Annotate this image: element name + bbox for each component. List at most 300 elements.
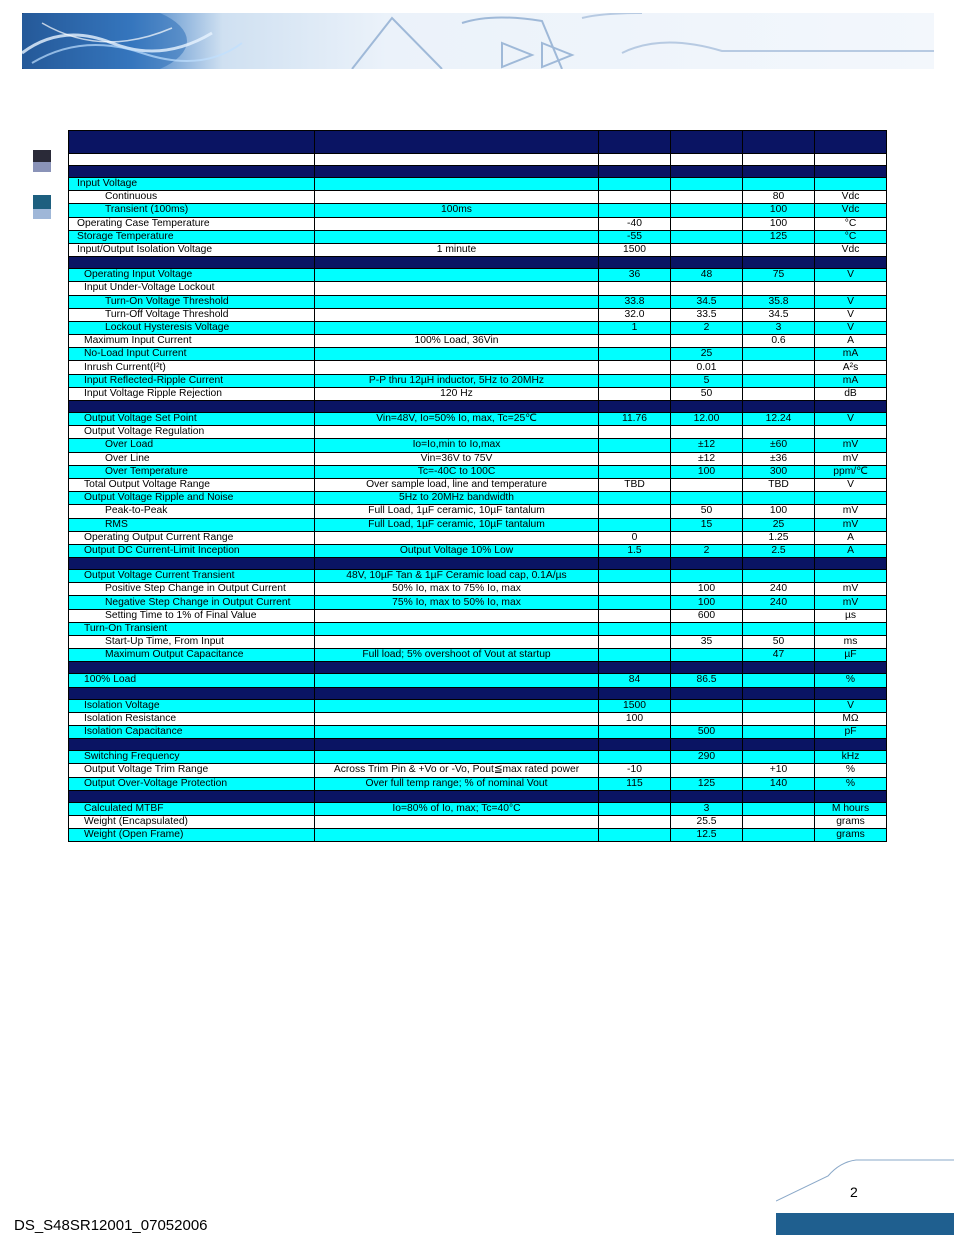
cell-min: 1500 — [599, 243, 671, 256]
cell-param: Output Voltage Regulation — [69, 426, 315, 439]
header-cell — [599, 687, 671, 699]
cell-units: kHz — [815, 751, 887, 764]
cell-typ — [671, 764, 743, 777]
header-cell — [671, 790, 743, 802]
cell-min — [599, 387, 671, 400]
table-row — [69, 815, 887, 828]
cell-min — [599, 518, 671, 531]
cell-notes — [315, 712, 599, 725]
cell-param: Maximum Input Current — [69, 335, 315, 348]
cell-notes: Output Voltage 10% Low — [315, 544, 599, 557]
cell-units: mV — [815, 596, 887, 609]
cell-typ: 3 — [671, 802, 743, 815]
specifications-table — [68, 130, 887, 842]
header-cell — [815, 401, 887, 413]
section-header-row — [69, 558, 887, 570]
cell-typ — [671, 492, 743, 505]
table-row — [69, 777, 887, 790]
section-header-row — [69, 739, 887, 751]
cell-param: Output Voltage Current Transient — [69, 570, 315, 583]
cell-max — [743, 609, 815, 622]
cell-typ: 33.5 — [671, 308, 743, 321]
cell-min — [599, 426, 671, 439]
table-row — [69, 243, 887, 256]
table-row — [69, 764, 887, 777]
cell-typ: 5 — [671, 374, 743, 387]
cell-notes — [315, 361, 599, 374]
cell-typ: 86.5 — [671, 674, 743, 687]
cell-typ — [671, 335, 743, 348]
cell-notes — [315, 699, 599, 712]
cell-units: Vdc — [815, 243, 887, 256]
header-cell — [599, 257, 671, 269]
cell-min — [599, 636, 671, 649]
cell-min — [599, 465, 671, 478]
header-cell — [815, 790, 887, 802]
header-cell — [599, 739, 671, 751]
footer-decoration — [776, 1158, 954, 1235]
cell-param: Weight (Encapsulated) — [69, 815, 315, 828]
cell-param: Negative Step Change in Output Current — [69, 596, 315, 609]
header-cell — [743, 401, 815, 413]
cell-units: pF — [815, 725, 887, 738]
table-row — [69, 622, 887, 635]
header-cell — [315, 131, 599, 154]
table-row — [69, 452, 887, 465]
table-row — [69, 348, 887, 361]
header-banner — [22, 13, 934, 69]
cell-typ — [671, 178, 743, 191]
cell-min: TBD — [599, 478, 671, 491]
cell-max: 140 — [743, 777, 815, 790]
section-header-row — [69, 166, 887, 178]
cell-max: 47 — [743, 649, 815, 662]
cell-notes — [315, 636, 599, 649]
table-row — [69, 269, 887, 282]
table-row — [69, 439, 887, 452]
cell-max — [743, 348, 815, 361]
cell-typ: 25 — [671, 348, 743, 361]
cell-notes: Full load; 5% overshoot of Vout at startup — [315, 649, 599, 662]
cell-param: Setting Time to 1% of Final Value — [69, 609, 315, 622]
cell-units: dB — [815, 387, 887, 400]
cell-param: Turn-Off Voltage Threshold — [69, 308, 315, 321]
cell-notes — [315, 295, 599, 308]
table-row — [69, 712, 887, 725]
cell-notes: 48V, 10µF Tan & 1µF Ceramic load cap, 0.1A/µs — [315, 570, 599, 583]
cell-notes — [315, 751, 599, 764]
cell-param: Over Temperature — [69, 465, 315, 478]
table-row — [69, 321, 887, 334]
cell-max — [743, 492, 815, 505]
cell-units: V — [815, 699, 887, 712]
header-cell — [743, 131, 815, 154]
cell-param: Lockout Hysteresis Voltage — [69, 321, 315, 334]
section-header-row — [69, 401, 887, 413]
cell-units: % — [815, 674, 887, 687]
table-row — [69, 829, 887, 842]
cell-notes: Vin=48V, Io=50% Io, max, Tc=25℃ — [315, 413, 599, 426]
cell-param: Peak-to-Peak — [69, 505, 315, 518]
cell-min: 1500 — [599, 699, 671, 712]
cell-typ: 50 — [671, 505, 743, 518]
cell-units: % — [815, 764, 887, 777]
cell-units: M hours — [815, 802, 887, 815]
cell-typ: 290 — [671, 751, 743, 764]
header-cell — [315, 257, 599, 269]
section-header-row — [69, 257, 887, 269]
cell-notes — [315, 815, 599, 828]
header-cell — [599, 131, 671, 154]
cell-min — [599, 596, 671, 609]
cell-min: -40 — [599, 217, 671, 230]
cell-max — [743, 751, 815, 764]
header-cell — [315, 790, 599, 802]
header-cell — [69, 739, 315, 751]
table-row — [69, 217, 887, 230]
cell-units: °C — [815, 217, 887, 230]
cell-max: 2.5 — [743, 544, 815, 557]
cell-min — [599, 452, 671, 465]
cell-param: Turn-On Transient — [69, 622, 315, 635]
cell-units: V — [815, 269, 887, 282]
cell-param: Total Output Voltage Range — [69, 478, 315, 491]
header-cell — [69, 131, 315, 154]
table-row — [69, 699, 887, 712]
cell-notes: Vin=36V to 75V — [315, 452, 599, 465]
cell-notes — [315, 829, 599, 842]
cell-max: 25 — [743, 518, 815, 531]
cell-param: Operating Input Voltage — [69, 269, 315, 282]
cell-min — [599, 622, 671, 635]
cell-notes: Full Load, 1µF ceramic, 10µF tantalum — [315, 518, 599, 531]
cell-notes — [315, 609, 599, 622]
cell-min — [599, 439, 671, 452]
cell-max — [743, 674, 815, 687]
cell-notes: P-P thru 12µH inductor, 5Hz to 20MHz — [315, 374, 599, 387]
cell-max: 300 — [743, 465, 815, 478]
header-cell — [743, 662, 815, 674]
cell-min: 115 — [599, 777, 671, 790]
table-row — [69, 492, 887, 505]
cell-units: % — [815, 777, 887, 790]
cell-notes — [315, 531, 599, 544]
cell-max — [743, 829, 815, 842]
cell-notes — [315, 178, 599, 191]
table-row — [69, 751, 887, 764]
cell-typ: 48 — [671, 269, 743, 282]
cell-max: 50 — [743, 636, 815, 649]
cell-min — [599, 492, 671, 505]
cell-param: Output Voltage Trim Range — [69, 764, 315, 777]
cell-notes — [315, 725, 599, 738]
cell-notes: 100% Load, 36Vin — [315, 335, 599, 348]
cell-units: mV — [815, 439, 887, 452]
cell-min: 33.8 — [599, 295, 671, 308]
header-cell — [315, 558, 599, 570]
cell-typ: 2 — [671, 321, 743, 334]
cell-units: A — [815, 335, 887, 348]
cell-param: 100% Load — [69, 674, 315, 687]
cell-typ — [671, 531, 743, 544]
cell-min — [599, 609, 671, 622]
cell-units: Vdc — [815, 191, 887, 204]
cell-typ: 35 — [671, 636, 743, 649]
cell-min: 32.0 — [599, 308, 671, 321]
cell-max: 0.6 — [743, 335, 815, 348]
cell-units: µF — [815, 649, 887, 662]
cell-min — [599, 335, 671, 348]
cell-typ — [671, 570, 743, 583]
cell-notes — [315, 230, 599, 243]
cell-notes — [315, 622, 599, 635]
cell-notes: Tc=-40C to 100C — [315, 465, 599, 478]
cell-min: 11.76 — [599, 413, 671, 426]
cell-units — [815, 426, 887, 439]
cell-min: 0 — [599, 531, 671, 544]
table-row — [69, 204, 887, 217]
cell-notes — [315, 308, 599, 321]
table-row — [69, 282, 887, 295]
header-cell — [69, 790, 315, 802]
cell-notes — [315, 282, 599, 295]
marker-teal-shade — [33, 209, 51, 219]
cell-param: Isolation Capacitance — [69, 725, 315, 738]
cell-param: Operating Output Current Range — [69, 531, 315, 544]
cell-typ — [671, 478, 743, 491]
cell-notes: Io=Io,min to Io,max — [315, 439, 599, 452]
header-cell — [69, 687, 315, 699]
cell-units: ppm/℃ — [815, 465, 887, 478]
header-cell — [743, 154, 815, 166]
cell-units — [815, 492, 887, 505]
cell-units: grams — [815, 829, 887, 842]
cell-max — [743, 699, 815, 712]
cell-min — [599, 802, 671, 815]
cell-param: Transient (100ms) — [69, 204, 315, 217]
cell-max — [743, 570, 815, 583]
cell-param: Continuous — [69, 191, 315, 204]
cell-min — [599, 505, 671, 518]
cell-notes: Over full temp range; % of nominal Vout — [315, 777, 599, 790]
cell-units: Vdc — [815, 204, 887, 217]
cell-units: mV — [815, 583, 887, 596]
cell-param: Over Load — [69, 439, 315, 452]
header-cell — [815, 257, 887, 269]
cell-typ: 12.00 — [671, 413, 743, 426]
cell-param: Positive Step Change in Output Current — [69, 583, 315, 596]
table-row — [69, 802, 887, 815]
cell-max: ±60 — [743, 439, 815, 452]
cell-max — [743, 374, 815, 387]
cell-units: V — [815, 308, 887, 321]
cell-notes: Full Load, 1µF ceramic, 10µF tantalum — [315, 505, 599, 518]
cell-param: Over Line — [69, 452, 315, 465]
cell-max: 240 — [743, 583, 815, 596]
cell-typ: 12.5 — [671, 829, 743, 842]
cell-param: Switching Frequency — [69, 751, 315, 764]
cell-max: 240 — [743, 596, 815, 609]
cell-max: 80 — [743, 191, 815, 204]
cell-param: Calculated MTBF — [69, 802, 315, 815]
cell-min: 1.5 — [599, 544, 671, 557]
cell-typ: 125 — [671, 777, 743, 790]
cell-param: Output DC Current-Limit Inception — [69, 544, 315, 557]
cell-notes — [315, 321, 599, 334]
cell-max — [743, 725, 815, 738]
cell-max — [743, 361, 815, 374]
cell-units: V — [815, 321, 887, 334]
table-row — [69, 596, 887, 609]
cell-notes — [315, 674, 599, 687]
cell-param: Input Reflected-Ripple Current — [69, 374, 315, 387]
cell-param: Inrush Current(I²t) — [69, 361, 315, 374]
header-cell — [315, 687, 599, 699]
cell-param: Storage Temperature — [69, 230, 315, 243]
cell-param: Input Voltage Ripple Rejection — [69, 387, 315, 400]
header-cell — [315, 154, 599, 166]
cell-typ: 100 — [671, 465, 743, 478]
table-row — [69, 531, 887, 544]
header-cell — [815, 154, 887, 166]
cell-max: 75 — [743, 269, 815, 282]
cell-typ: 100 — [671, 596, 743, 609]
header-cell — [599, 790, 671, 802]
section-header-row — [69, 131, 887, 154]
cell-typ: 50 — [671, 387, 743, 400]
cell-param: Isolation Voltage — [69, 699, 315, 712]
header-cell — [315, 662, 599, 674]
cell-min — [599, 583, 671, 596]
table-row — [69, 570, 887, 583]
cell-param: Weight (Open Frame) — [69, 829, 315, 842]
header-cell — [815, 687, 887, 699]
cell-param: Maximum Output Capacitance — [69, 649, 315, 662]
table-row — [69, 295, 887, 308]
table-row — [69, 387, 887, 400]
cell-typ: 500 — [671, 725, 743, 738]
cell-units: V — [815, 295, 887, 308]
cell-min — [599, 829, 671, 842]
cell-min: -10 — [599, 764, 671, 777]
cell-typ: 0.01 — [671, 361, 743, 374]
header-cell — [743, 790, 815, 802]
table-row — [69, 636, 887, 649]
header-cell — [743, 739, 815, 751]
cell-typ — [671, 712, 743, 725]
marker-teal — [33, 195, 51, 209]
section-header-row — [69, 687, 887, 699]
cell-min: 100 — [599, 712, 671, 725]
cell-max: 34.5 — [743, 308, 815, 321]
cell-notes — [315, 191, 599, 204]
cell-units — [815, 178, 887, 191]
cell-units: MΩ — [815, 712, 887, 725]
cell-min — [599, 649, 671, 662]
cell-notes: Across Trim Pin & +Vo or -Vo, Pout≦max rated power — [315, 764, 599, 777]
cell-min — [599, 282, 671, 295]
cell-notes: 50% Io, max to 75% Io, max — [315, 583, 599, 596]
cell-typ: 25.5 — [671, 815, 743, 828]
cell-min — [599, 570, 671, 583]
cell-max: 1.25 — [743, 531, 815, 544]
header-cell — [743, 687, 815, 699]
cell-typ — [671, 282, 743, 295]
cell-min: 36 — [599, 269, 671, 282]
cell-typ: 34.5 — [671, 295, 743, 308]
cell-max — [743, 282, 815, 295]
marker-dark-shade — [33, 162, 51, 172]
cell-notes: Over sample load, line and temperature — [315, 478, 599, 491]
cell-notes: 5Hz to 20MHz bandwidth — [315, 492, 599, 505]
cell-units: V — [815, 413, 887, 426]
table-row — [69, 674, 887, 687]
header-cell — [599, 401, 671, 413]
header-cell — [671, 401, 743, 413]
cell-min — [599, 374, 671, 387]
cell-notes: 1 minute — [315, 243, 599, 256]
page-number: 2 — [850, 1184, 858, 1200]
header-cell — [671, 257, 743, 269]
banner-graphic — [22, 13, 934, 69]
table-row — [69, 361, 887, 374]
cell-units: grams — [815, 815, 887, 828]
cell-units: A — [815, 544, 887, 557]
cell-max: 100 — [743, 217, 815, 230]
header-cell — [69, 257, 315, 269]
cell-typ — [671, 217, 743, 230]
cell-notes — [315, 426, 599, 439]
header-cell — [69, 558, 315, 570]
cell-max: 100 — [743, 204, 815, 217]
table-row — [69, 649, 887, 662]
cell-param: Start-Up Time, From Input — [69, 636, 315, 649]
cell-typ: ±12 — [671, 439, 743, 452]
cell-min — [599, 815, 671, 828]
cell-typ: 15 — [671, 518, 743, 531]
cell-typ: 600 — [671, 609, 743, 622]
cell-units — [815, 282, 887, 295]
table-row — [69, 609, 887, 622]
cell-max: 100 — [743, 505, 815, 518]
cell-typ — [671, 649, 743, 662]
header-cell — [69, 662, 315, 674]
cell-min — [599, 191, 671, 204]
table-row — [69, 426, 887, 439]
cell-max — [743, 815, 815, 828]
table-row — [69, 505, 887, 518]
cell-notes: 75% Io, max to 50% Io, max — [315, 596, 599, 609]
cell-max — [743, 243, 815, 256]
header-cell — [671, 154, 743, 166]
section-header-row — [69, 662, 887, 674]
cell-units: ms — [815, 636, 887, 649]
cell-notes — [315, 217, 599, 230]
cell-units: mV — [815, 505, 887, 518]
header-cell — [599, 166, 671, 178]
marker-dark — [33, 150, 51, 162]
cell-max: ±36 — [743, 452, 815, 465]
cell-max — [743, 387, 815, 400]
header-cell — [69, 166, 315, 178]
cell-max: +10 — [743, 764, 815, 777]
header-cell — [671, 166, 743, 178]
table-row — [69, 544, 887, 557]
cell-min — [599, 348, 671, 361]
cell-typ — [671, 699, 743, 712]
table-row — [69, 335, 887, 348]
cell-units: mA — [815, 348, 887, 361]
